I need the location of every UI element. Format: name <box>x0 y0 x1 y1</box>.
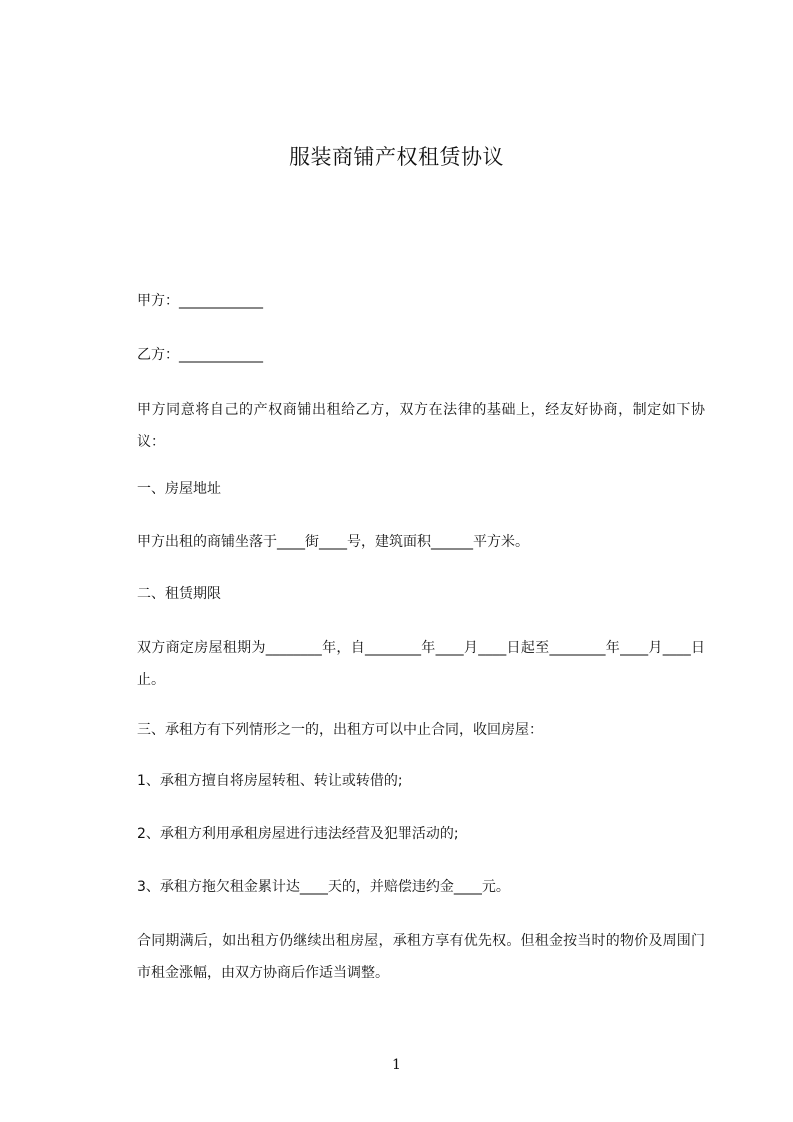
document-title: 服装商铺产权租赁协议 <box>289 145 504 169</box>
closing-paragraph: 合同期满后，如出租方仍继续出租房屋，承租方享有优先权。但租金按当时的物价及周围门市租金涨幅，由双方协商后作适当调整。 <box>137 933 705 981</box>
section3-item-3: 3、承租方拖欠租金累计达____天的，并赔偿违约金____元。 <box>137 879 510 895</box>
section3-item-1: 1、承租方擅自将房屋转租、转让或转借的; <box>137 773 403 789</box>
section3-item-2: 2、承租方利用承租房屋进行违法经营及犯罪活动的; <box>137 826 459 842</box>
intro-paragraph: 甲方同意将自己的产权商铺出租给乙方，双方在法律的基础上，经友好协商，制定如下协议： <box>137 402 705 450</box>
party-a-line: 甲方：____________ <box>137 293 263 309</box>
section2-text: 双方商定房屋租期为________年，自________年____月____日起至________年____月____日止。 <box>137 640 705 688</box>
section3-heading: 三、承租方有下列情形之一的，出租方可以中止合同，收回房屋： <box>137 722 543 738</box>
section1-heading: 一、房屋地址 <box>137 481 221 497</box>
section1-text: 甲方出租的商铺坐落于____街____号，建筑面积______平方米。 <box>137 534 529 550</box>
page-number: 1 <box>392 1057 401 1073</box>
party-b-line: 乙方：____________ <box>137 347 263 363</box>
section2-heading: 二、租赁期限 <box>137 586 221 602</box>
